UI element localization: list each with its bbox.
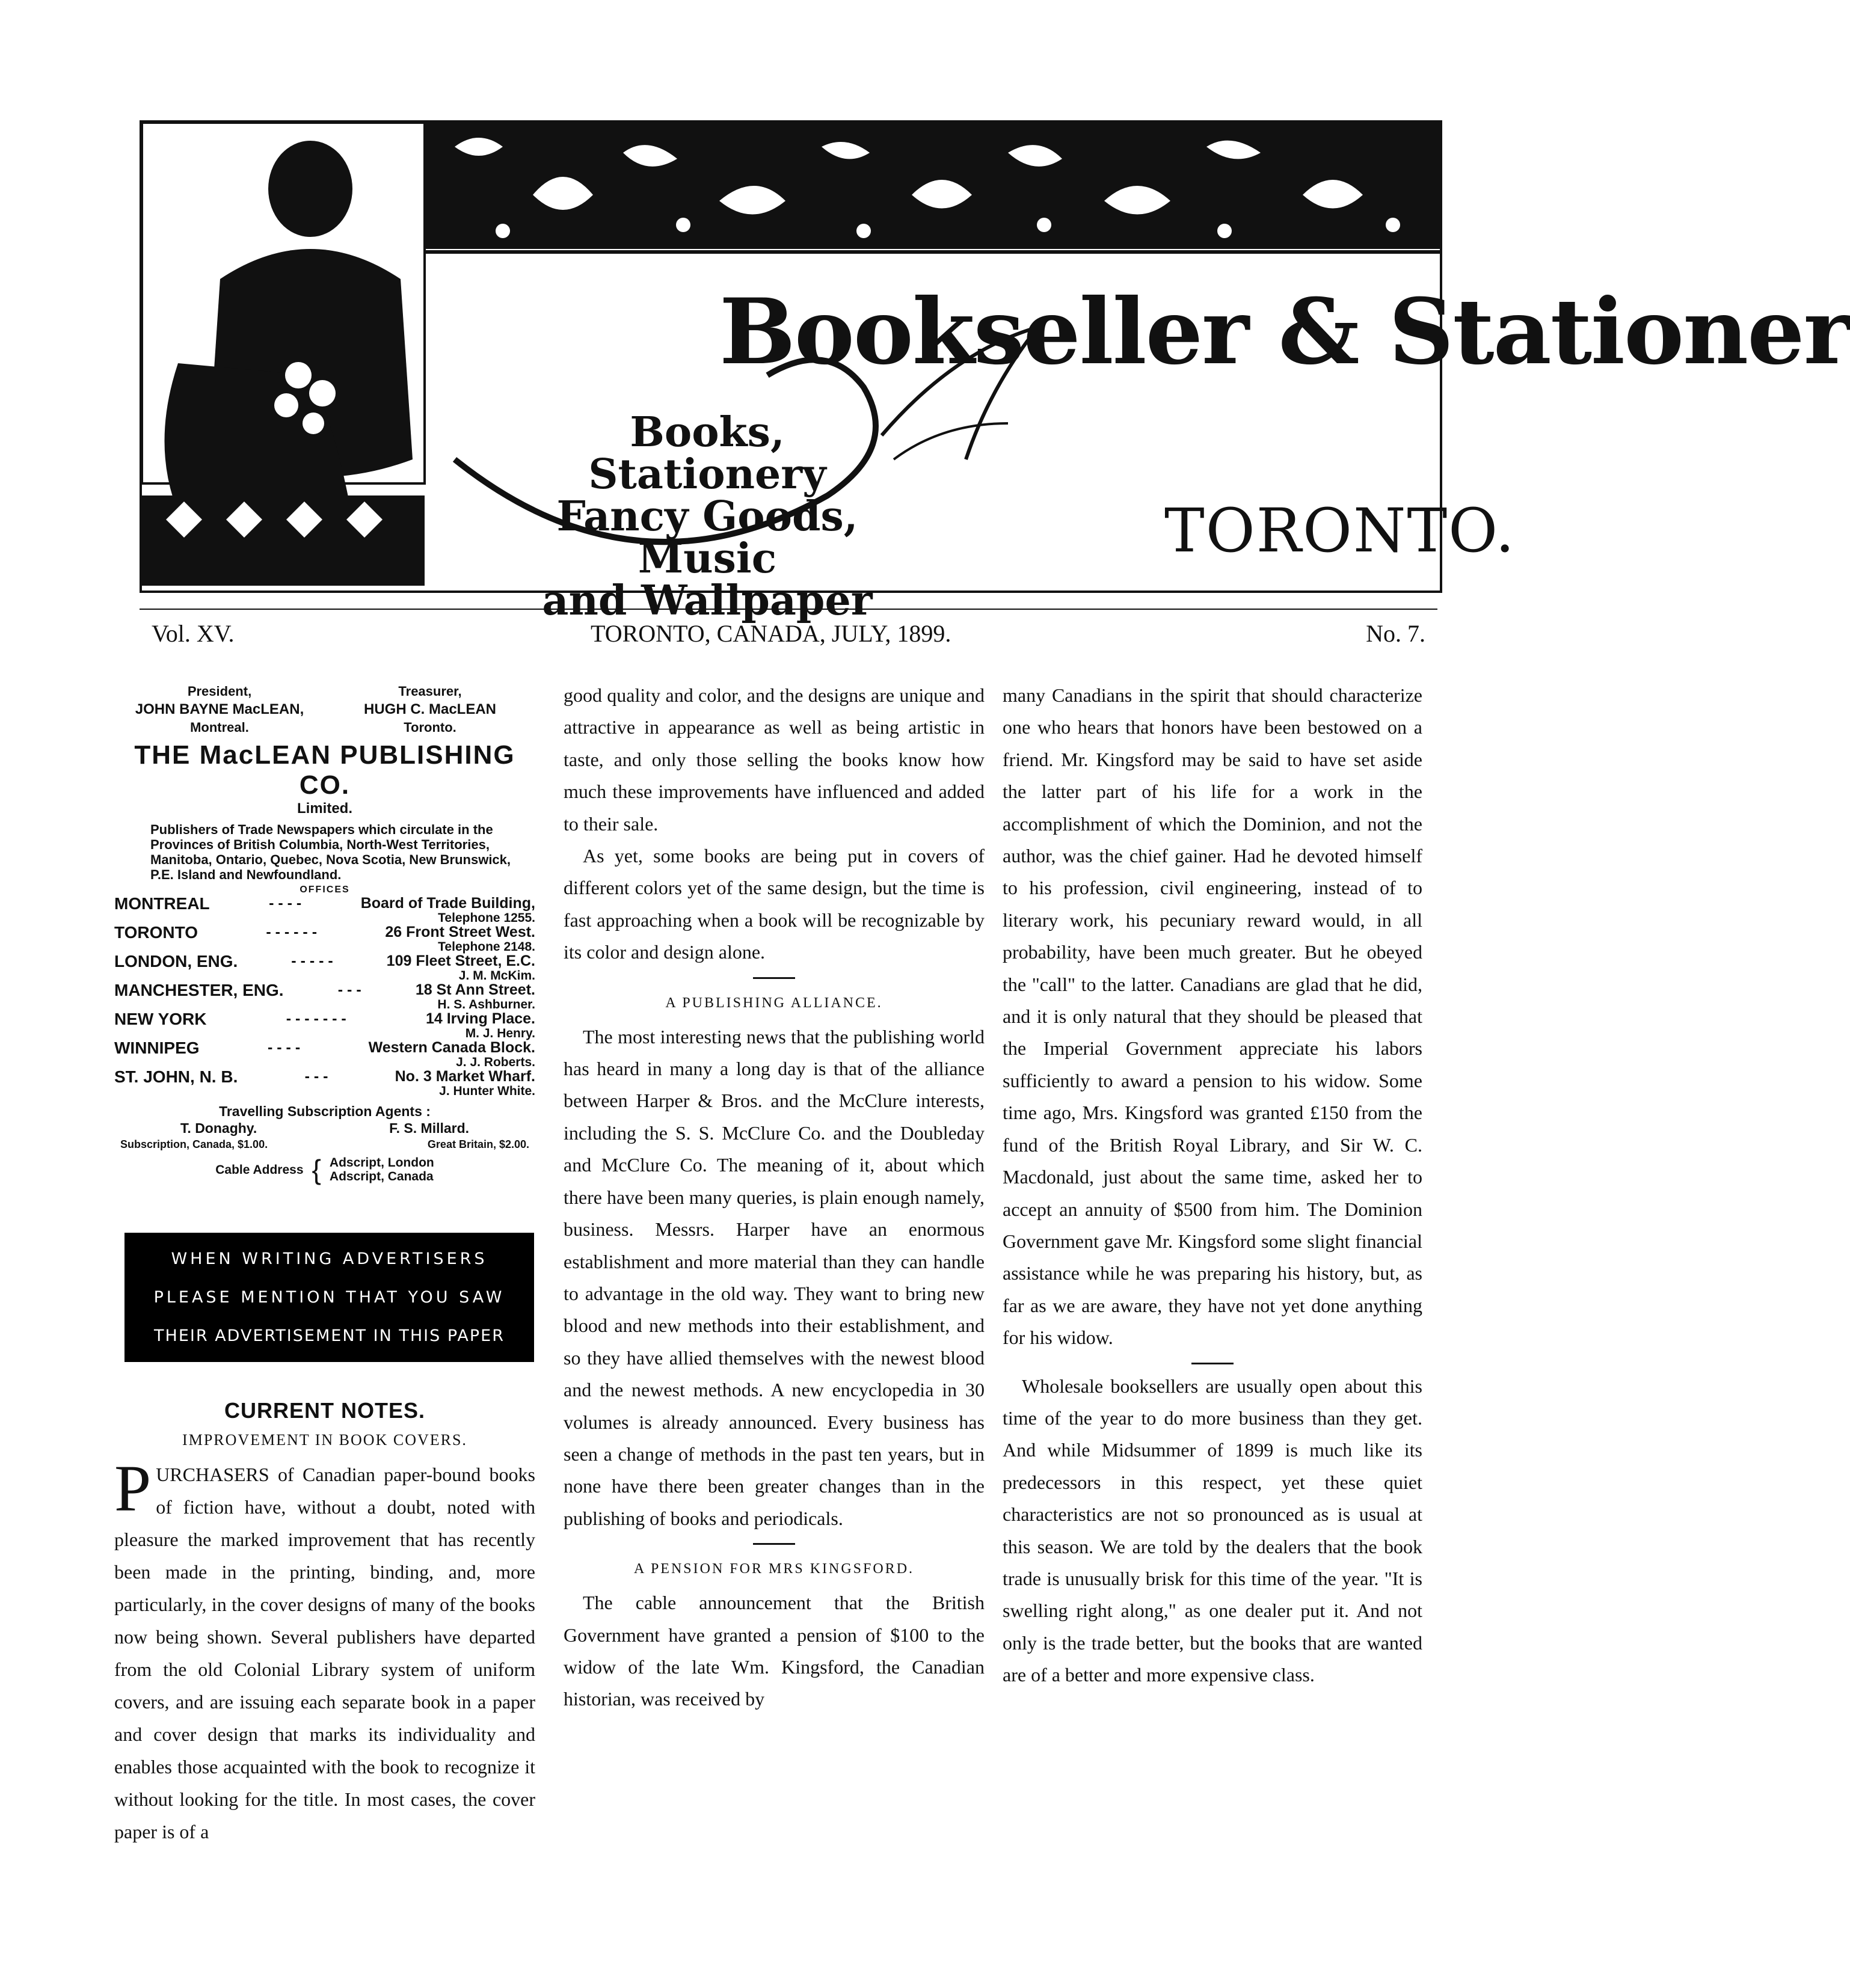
section-heading: A PENSION FOR MRS KINGSFORD. (633, 1561, 915, 1577)
article-text: URCHASERS of Canadian paper-bound books of fiction have, without a doubt, noted with pleasure the marked improvement that has recently been made in the printing, binding, and, more particularly, in the cover designs of many of the books now being shown. Several publishers have departed from the old Colonial Library system of uniform covers, and are issuing each separate book in a paper and cover design that marks its individuality and enables those acquainted with the book to recognize it without looking for the title. In most cases, the cover paper is of a (114, 1464, 535, 1842)
section-heading: A PUBLISHING ALLIANCE. (665, 995, 883, 1011)
right-column (1003, 680, 1422, 1692)
agents (114, 1120, 535, 1137)
cable-value: Adscript, Canada (329, 1170, 434, 1183)
subscription-canada: Subscription, Canada, $1.00. (120, 1138, 268, 1150)
current-notes-subheading: IMPROVEMENT IN BOOK COVERS. (182, 1431, 467, 1449)
drop-cap: P (114, 1452, 152, 1525)
advert-line: WHEN WRITING ADVERTISERS (171, 1250, 488, 1268)
office-extra: J. Hunter White. (439, 1084, 535, 1098)
office-dots: - - - (337, 981, 361, 998)
office-row (114, 1069, 535, 1085)
subscription-britain: Great Britain, $2.00. (427, 1138, 529, 1150)
office-dots: - - - - - - (266, 924, 318, 940)
masthead-subtitle-line: Books, Stationery (588, 408, 826, 499)
office-list (114, 895, 535, 1097)
office-city: WINNIPEG (114, 1038, 200, 1057)
treasurer-city: Toronto. (404, 720, 456, 735)
advert-line: THEIR ADVERTISEMENT IN THIS PAPER (154, 1327, 505, 1345)
officers (114, 683, 535, 737)
current-notes-body (114, 1452, 535, 1848)
advertiser-notice (124, 1233, 534, 1362)
section-divider (1191, 1363, 1234, 1364)
president-name: JOHN BAYNE MacLEAN, (135, 701, 304, 717)
office-extra: J. M. McKim. (458, 969, 535, 983)
paragraph: The cable announcement that the British Government have granted a pension of $100 to the widow of the late Wm. Kingsford, the Canadian historian, was received by (564, 1592, 985, 1710)
brace-icon: { (312, 1153, 321, 1185)
publisher-info (114, 683, 535, 1183)
office-extra: M. J. Henry. (465, 1026, 535, 1040)
current-notes-heading: CURRENT NOTES. (224, 1398, 425, 1423)
office-address: Western Canada Block. (368, 1039, 535, 1056)
office-city: MANCHESTER, ENG. (114, 981, 284, 999)
office-extra: J. J. Roberts. (456, 1055, 535, 1069)
office-city: ST. JOHN, N. B. (114, 1067, 238, 1086)
office-address: 109 Fleet Street, E.C. (386, 953, 535, 969)
office-row (114, 1040, 535, 1056)
paragraph: The most interesting news that the publishing world has heard in many a long day is that of the alliance between Harper & Bros. and the McClure interests, including the S. S. McClure Co. and the Doubleday and McClure Co. The meaning of it, about which there have been many queries, is plain enough namely, business. Messrs. Harper have an enormous establishment and more material than they can handle to advantage in the old way. They want to bring new blood and new methods into their establishment, and so they have allied themselves with the newest blood and the newest methods. A new encyclopedia in 30 volumes is already announced. Every business has seen a change of methods in the past ten years, but in none have there been greater changes than in the publishing of books and periodicals. (564, 1025, 985, 1529)
office-dots: - - - - (268, 1039, 301, 1056)
office-address: 14 Irving Place. (425, 1010, 535, 1027)
office-row (114, 895, 535, 912)
office-address: No. 3 Market Wharf. (395, 1068, 535, 1085)
cable-values (330, 1156, 434, 1183)
treasurer-role: Treasurer, (398, 684, 462, 699)
office-row (114, 982, 535, 998)
office-row (114, 953, 535, 969)
office-extra: Telephone 2148. (438, 940, 535, 954)
advert-line: PLEASE MENTION THAT YOU SAW (153, 1288, 505, 1307)
offices-heading: OFFICES (300, 885, 350, 895)
publisher-limited: Limited. (297, 800, 352, 817)
cable-label: Cable Address (215, 1162, 304, 1177)
section-divider (753, 1543, 795, 1545)
office-city: NEW YORK (114, 1010, 207, 1028)
office-city: LONDON, ENG. (114, 952, 238, 971)
president-role: President, (187, 684, 252, 699)
masthead-subtitle-line: Fancy Goods, Music (556, 492, 858, 583)
top-rule (140, 609, 1437, 610)
subscription-rates (114, 1137, 535, 1152)
paragraph: many Canadians in the spirit that should characterize one who hears that honors have been bestowed on a friend. Mr. Kingsford may be said to have set aside the latter part of his life for a work in the accomplishment of which the Dominion, and not the author, was the chief gainer. Had he devoted himself to his profession, civil engineering, instead of to literary work, his pecuniary reward would, in all probability, have been much greater. But he obeyed the "call" to the latter. Canadians are glad that he did, and it is only natural that they should be pleased that the Imperial Government appreciate his labors sufficiently to award a pension to his widow. Some time ago, Mrs. Kingsford was granted £150 from the fund of the British Royal Library, and Sir W. C. Macdonald, just about the same time, asked her to accept an annuity of $500 from him. The Dominion Government gave Mr. Kingsford some slight financial assistance while he was preparing his history, but, as far as we are aware, they have not yet done anything for his widow. (1003, 684, 1422, 1349)
paragraph: Wholesale booksellers are usually open about this time of the year to do more business than they get. And while Midsummer of 1899 is much like its predecessors in this respect, yet these quiet characteristics are not so pronounced as is usual at this season. We are told by the dealers that the book trade is unusually brisk for this time of the year. "It is swelling right along," as one dealer put it. And not only is the trade better, but the books that are wanted are of a better and more expensive class. (1003, 1375, 1422, 1686)
section-divider (753, 977, 795, 979)
volume-label: Vol. XV. (152, 620, 235, 647)
agent-name: F. S. Millard. (389, 1120, 470, 1136)
office-row (114, 1011, 535, 1027)
office-row (114, 924, 535, 940)
cable-address (114, 1153, 535, 1185)
office-dots: - - - - - (291, 953, 333, 969)
agents-heading: Travelling Subscription Agents : (219, 1103, 431, 1119)
office-address: 26 Front Street West. (385, 924, 535, 940)
office-dots: - - - - - - - (286, 1010, 346, 1027)
dateline (140, 619, 1437, 661)
masthead-subtitle (515, 408, 900, 625)
masthead-subtitle-line: and Wallpaper (542, 577, 873, 625)
office-address: Board of Trade Building, (360, 895, 535, 912)
paragraph: good quality and color, and the designs are unique and attractive in appearance as well as being artistic in taste, and only those selling the books know how much these improvements have influenced and added to their sale. (564, 684, 985, 835)
middle-column (564, 680, 985, 1716)
masthead (140, 120, 1850, 625)
treasurer-name: HUGH C. MacLEAN (363, 701, 497, 717)
office-extra: H. S. Ashburner. (437, 998, 535, 1011)
place-date: TORONTO, CANADA, JULY, 1899. (591, 620, 951, 647)
issue-number: No. 7. (1366, 620, 1425, 647)
publisher-name: THE MacLEAN PUBLISHING CO. (134, 740, 515, 800)
publisher-description: Publishers of Trade Newspapers which circulate in the Provinces of British Columbia, North-West Territories, Manitoba, Ontario, Quebec, Nova Scotia, New Brunswick, P.E. Island and Newfoundland. (150, 822, 511, 882)
office-extra: Telephone 1255. (438, 911, 535, 925)
office-city: MONTREAL (114, 894, 210, 913)
office-city: TORONTO (114, 923, 198, 942)
cable-value: Adscript, London (329, 1156, 434, 1170)
office-dots: - - - (304, 1068, 328, 1085)
office-address: 18 St Ann Street. (415, 981, 535, 998)
paragraph: As yet, some books are being put in covers of different colors yet of the same design, but the time is fast approaching when a book will be recognizable by its color and design alone. (564, 845, 985, 963)
office-dots: - - - - (269, 895, 302, 912)
president-city: Montreal. (190, 720, 249, 735)
agent-name: T. Donaghy. (180, 1120, 257, 1136)
masthead-city: TORONTO. (1164, 495, 1516, 566)
masthead-title: Bookseller & Stationer (719, 279, 1850, 385)
